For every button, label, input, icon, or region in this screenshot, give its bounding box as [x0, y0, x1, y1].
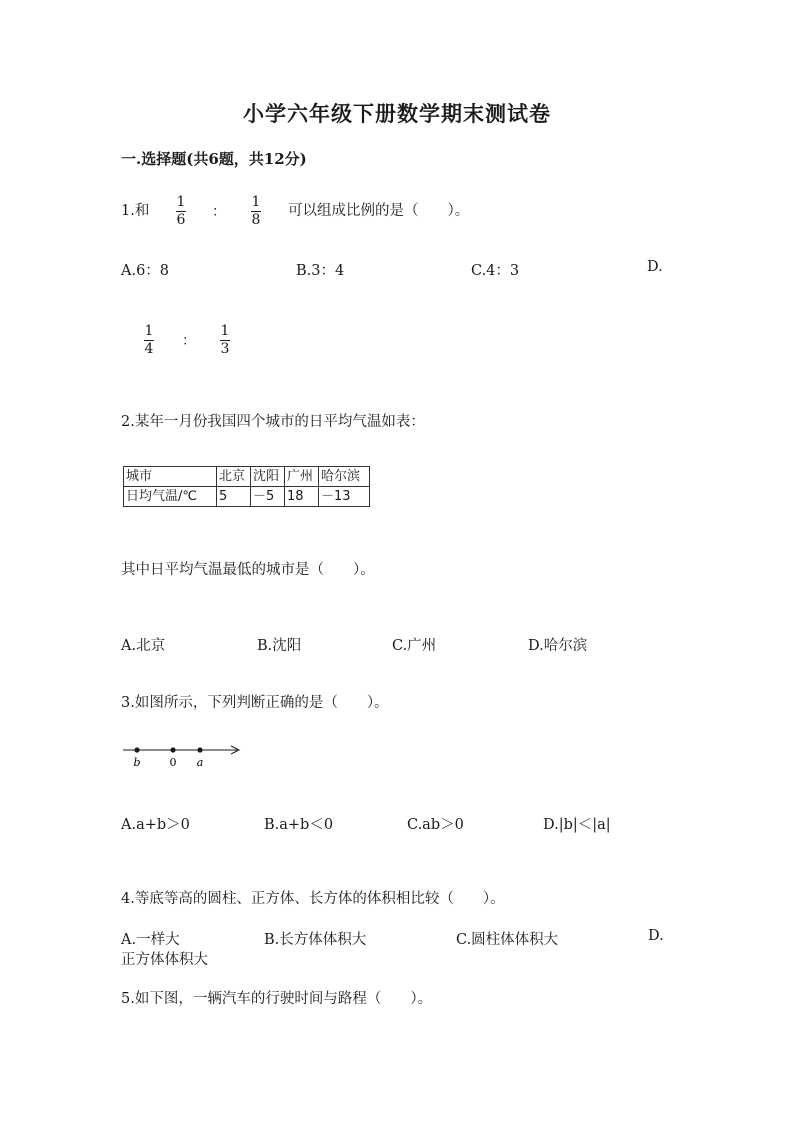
temperature-table: [123, 466, 370, 507]
number-line: [119, 738, 249, 772]
point-b: [134, 747, 139, 752]
q1-frac2-denominator: 8: [251, 212, 261, 228]
table-cell: 沈阳: [251, 467, 285, 487]
table-cell: 日均气温/℃: [124, 487, 217, 507]
q3-option-b[interactable]: B.a+b＜0: [264, 817, 334, 833]
q3-option-d[interactable]: D.|b|＜|a|: [543, 817, 611, 833]
q4-option-c[interactable]: C.圆柱体体积大: [456, 932, 559, 948]
table-cell: 哈尔滨: [319, 467, 370, 487]
q4-option-d[interactable]: D.: [648, 928, 664, 944]
table-cell: 城市: [124, 467, 217, 487]
q1-d-fraction-2: [220, 324, 230, 357]
q1-frac1-denominator: 6: [176, 212, 186, 228]
q4-text: 4.等底等高的圆柱、正方体、长方体的体积相比较（ ）。: [121, 891, 505, 907]
table-row: [124, 467, 370, 487]
table-row: [124, 487, 370, 507]
point-0: [170, 747, 175, 752]
q3-text: 3.如图所示，下列判断正确的是（ ）。: [121, 695, 389, 711]
q1-option-d[interactable]: D.: [647, 259, 663, 275]
q1-colon: ：: [212, 204, 226, 220]
q1-d-frac2-numerator: 1: [220, 323, 230, 339]
label-0: 0: [169, 756, 177, 769]
q1-fraction-2: [251, 195, 261, 228]
q4-option-b[interactable]: B.长方体体积大: [264, 932, 367, 948]
q4-option-d-text[interactable]: 正方体体积大: [121, 952, 208, 968]
q2-option-b[interactable]: B.沈阳: [257, 638, 302, 654]
table-cell: －5: [251, 487, 285, 507]
q1-d-frac1-denominator: 4: [144, 341, 154, 357]
q2-option-a[interactable]: A.北京: [121, 638, 166, 654]
point-a: [197, 747, 202, 752]
table-cell: 广州: [285, 467, 319, 487]
q1-frac2-numerator: 1: [251, 194, 261, 210]
q1-d-frac1-numerator: 1: [144, 323, 154, 339]
label-b: b: [133, 756, 141, 769]
q3-option-c[interactable]: C.ab＞0: [407, 817, 464, 833]
table-cell: －13: [319, 487, 370, 507]
table-cell: 北京: [217, 467, 251, 487]
q1-prefix: 1.和: [121, 203, 150, 219]
q2-option-c[interactable]: C.广州: [392, 638, 437, 654]
q4-option-a[interactable]: A.一样大: [121, 932, 180, 948]
q1-d-frac2-denominator: 3: [220, 341, 230, 357]
q1-fraction-1: [176, 195, 186, 228]
q1-suffix: 可以组成比例的是（ ）。: [288, 203, 470, 219]
table-cell: 5: [217, 487, 251, 507]
table-cell: 18: [285, 487, 319, 507]
q1-d-colon: ：: [182, 333, 196, 349]
q1-frac1-numerator: 1: [176, 194, 186, 210]
q2-text: 2.某年一月份我国四个城市的日平均气温如表：: [121, 414, 425, 430]
q2-question: 其中日平均气温最低的城市是（ ）。: [121, 562, 375, 578]
q1-option-c[interactable]: C.4：3: [471, 263, 520, 279]
q5-text: 5.如下图，一辆汽车的行驶时间与路程（ ）。: [121, 991, 433, 1007]
q1-option-a[interactable]: A.6：8: [121, 263, 170, 279]
page-title: 小学六年级下册数学期末测试卷: [243, 101, 551, 126]
label-a: a: [196, 756, 204, 769]
section-heading: 一.选择题(共6题，共12分): [121, 150, 307, 168]
q1-option-b[interactable]: B.3：4: [296, 263, 345, 279]
q1-d-fraction-1: [144, 324, 154, 357]
q3-option-a[interactable]: A.a+b＞0: [121, 817, 190, 833]
q2-option-d[interactable]: D.哈尔滨: [528, 638, 588, 654]
